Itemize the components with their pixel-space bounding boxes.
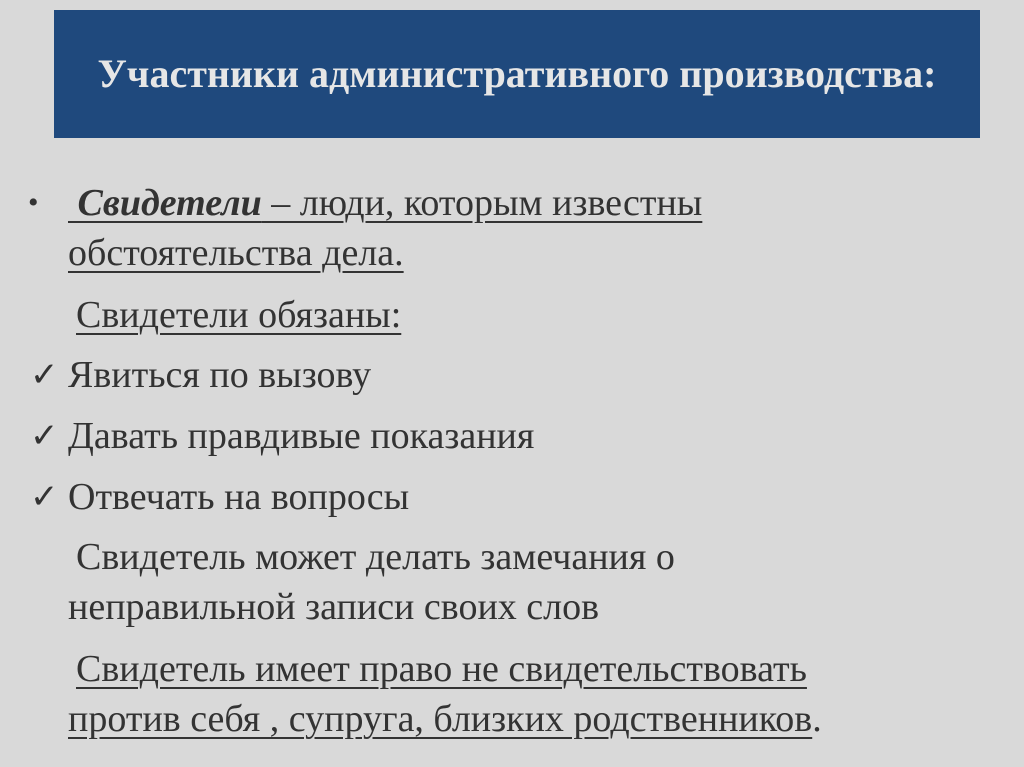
right-text-2: против себя , супруга, близких родственников: [68, 698, 813, 740]
remark-line-1: Свидетель может делать замечания о: [76, 536, 675, 578]
check-mark-icon: ✓: [30, 355, 59, 395]
check-mark-icon: ✓: [30, 416, 59, 456]
obligations-heading: [76, 292, 401, 338]
right-line-2: [68, 696, 822, 742]
witnesses-definition-1: [68, 182, 702, 224]
witnesses-line-2: [68, 230, 404, 276]
right-text-1: Свидетель имеет право не свидетельствовать: [76, 648, 807, 690]
witnesses-term: Свидетели: [77, 182, 262, 224]
slide-title: Участники административного производства:: [97, 51, 937, 96]
right-text-2-end: .: [812, 698, 822, 740]
obligations-heading-text: Свидетели обязаны:: [76, 294, 402, 336]
title-banner: [54, 10, 980, 138]
witnesses-line-1: [68, 180, 702, 226]
obligation-item: Отвечать на вопросы: [68, 476, 410, 518]
check-mark-icon: ✓: [30, 477, 59, 517]
bullet-dot-icon: •: [28, 186, 39, 219]
right-line-1: [76, 646, 807, 692]
witnesses-def-text-1: – люди, которым известны: [261, 182, 703, 224]
remark-line-2: неправильной записи своих слов: [68, 586, 600, 628]
obligation-item: Давать правдивые показания: [68, 415, 535, 457]
witnesses-definition-2: обстоятельства дела.: [68, 232, 404, 274]
obligation-item: Явиться по вызову: [68, 354, 372, 396]
